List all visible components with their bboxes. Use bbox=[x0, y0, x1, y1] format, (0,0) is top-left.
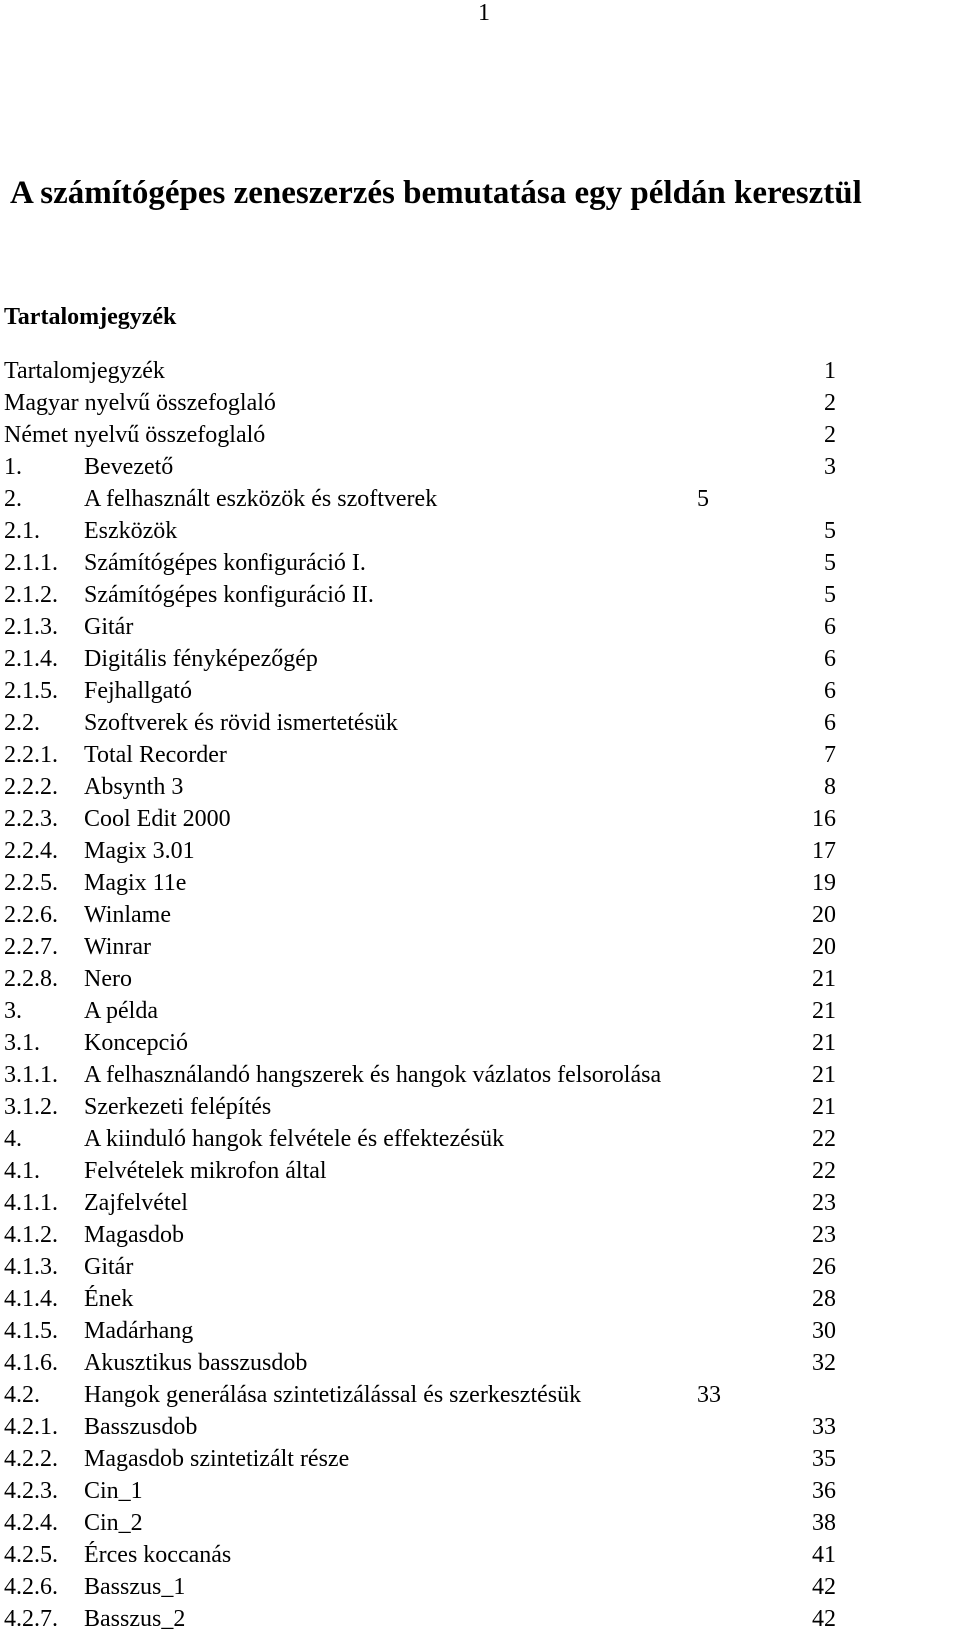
toc-entry[interactable] bbox=[0, 1059, 960, 1091]
toc-entry[interactable] bbox=[0, 739, 960, 771]
toc-entry[interactable] bbox=[0, 899, 960, 931]
toc-entry-title: Akusztikus basszusdob bbox=[84, 1350, 308, 1376]
toc-entry[interactable] bbox=[0, 1315, 960, 1347]
toc-entry-title: Fejhallgató bbox=[84, 678, 192, 704]
toc-entry-title: Magix 11e bbox=[84, 870, 187, 896]
toc-entry-page: 2 bbox=[824, 390, 836, 416]
toc-entry-title: A kiinduló hangok felvétele és effektezésük bbox=[84, 1126, 505, 1152]
toc-entry-title: Koncepció bbox=[84, 1030, 188, 1056]
toc-entry-number: 4.2.4. bbox=[4, 1510, 58, 1536]
toc-entry-number: 4.2.7. bbox=[4, 1606, 58, 1632]
toc-entry-number: 4.2.1. bbox=[4, 1414, 58, 1440]
toc-entry[interactable] bbox=[0, 771, 960, 803]
toc-entry[interactable] bbox=[0, 803, 960, 835]
toc-entry[interactable] bbox=[0, 451, 960, 483]
toc-entry-title: Madárhang bbox=[84, 1318, 194, 1344]
toc-entry-title: Digitális fényképezőgép bbox=[84, 646, 318, 672]
toc-entry-title: Total Recorder bbox=[84, 742, 227, 768]
toc-entry-page: 32 bbox=[812, 1350, 836, 1376]
toc-entry-title: A felhasználandó hangszerek és hangok vázlatos felsorolása bbox=[84, 1062, 662, 1088]
toc-entry-title: Számítógépes konfiguráció I. bbox=[84, 550, 366, 576]
toc-entry-number: 4.1.6. bbox=[4, 1350, 58, 1376]
toc-entry-page: 35 bbox=[812, 1446, 836, 1472]
table-of-contents bbox=[0, 355, 960, 1635]
toc-entry-title: Cin_2 bbox=[84, 1510, 143, 1536]
toc-entry-page: 6 bbox=[824, 710, 836, 736]
toc-entry-number: 4.2.3. bbox=[4, 1478, 58, 1504]
toc-entry-number: 4.1.2. bbox=[4, 1222, 58, 1248]
toc-entry-page: 16 bbox=[812, 806, 836, 832]
toc-entry[interactable] bbox=[0, 1603, 960, 1635]
toc-entry[interactable] bbox=[0, 483, 960, 515]
toc-entry-number: 2. bbox=[4, 486, 22, 512]
toc-entry-page: 21 bbox=[812, 1030, 836, 1056]
toc-entry-number: 2.2. bbox=[4, 710, 40, 736]
toc-entry-title: Cin_1 bbox=[84, 1478, 143, 1504]
toc-entry-number: 2.2.7. bbox=[4, 934, 58, 960]
toc-entry-number: 3.1.1. bbox=[4, 1062, 58, 1088]
toc-entry-number: 2.2.5. bbox=[4, 870, 58, 896]
toc-entry-number: 4.1.4. bbox=[4, 1286, 58, 1312]
toc-entry-number: 4.1.1. bbox=[4, 1190, 58, 1216]
toc-entry[interactable] bbox=[0, 1219, 960, 1251]
toc-entry-number: 4.2. bbox=[4, 1382, 40, 1408]
toc-entry-title: Szoftverek és rövid ismertetésük bbox=[84, 710, 398, 736]
toc-entry-title: Érces koccanás bbox=[84, 1542, 232, 1568]
toc-entry-number: 4.1.5. bbox=[4, 1318, 58, 1344]
toc-entry-number: 2.2.2. bbox=[4, 774, 58, 800]
toc-entry-title: Szerkezeti felépítés bbox=[84, 1094, 272, 1120]
toc-entry-page: 20 bbox=[812, 934, 836, 960]
toc-entry[interactable] bbox=[0, 611, 960, 643]
toc-entry[interactable] bbox=[0, 547, 960, 579]
toc-entry-page: 20 bbox=[812, 902, 836, 928]
toc-entry-page: 36 bbox=[812, 1478, 836, 1504]
toc-entry-title: Basszus_1 bbox=[84, 1574, 186, 1600]
toc-entry-page: 6 bbox=[824, 678, 836, 704]
toc-entry-number: 3.1. bbox=[4, 1030, 40, 1056]
toc-entry-page: 42 bbox=[812, 1606, 836, 1632]
toc-entry[interactable] bbox=[0, 707, 960, 739]
toc-entry[interactable] bbox=[0, 515, 960, 547]
toc-entry-number: Német nyelvű összefoglaló bbox=[4, 422, 266, 448]
toc-entry-page: 1 bbox=[824, 358, 836, 384]
toc-entry-number: 4.1.3. bbox=[4, 1254, 58, 1280]
toc-entry-page: 5 bbox=[824, 518, 836, 544]
toc-entry[interactable] bbox=[0, 1475, 960, 1507]
toc-entry[interactable] bbox=[0, 355, 960, 387]
toc-entry-page: 8 bbox=[824, 774, 836, 800]
toc-entry-number: 4.2.6. bbox=[4, 1574, 58, 1600]
toc-entry-page: 41 bbox=[812, 1542, 836, 1568]
toc-entry-number: 2.1.1. bbox=[4, 550, 58, 576]
toc-entry-page: 2 bbox=[824, 422, 836, 448]
toc-entry-number: 2.2.1. bbox=[4, 742, 58, 768]
toc-entry-title: Magix 3.01 bbox=[84, 838, 195, 864]
toc-entry-page: 19 bbox=[812, 870, 836, 896]
toc-entry-number: 3. bbox=[4, 998, 22, 1024]
toc-entry[interactable] bbox=[0, 1187, 960, 1219]
toc-entry-title: Basszus_2 bbox=[84, 1606, 186, 1632]
toc-entry-title: Nero bbox=[84, 966, 132, 992]
toc-entry-number: 2.2.8. bbox=[4, 966, 58, 992]
toc-entry-page: 23 bbox=[812, 1190, 836, 1216]
toc-entry-number: 4. bbox=[4, 1126, 22, 1152]
toc-entry-page: 7 bbox=[824, 742, 836, 768]
toc-entry-number: 3.1.2. bbox=[4, 1094, 58, 1120]
toc-entry-number: 2.1.4. bbox=[4, 646, 58, 672]
toc-entry-number: 4.1. bbox=[4, 1158, 40, 1184]
toc-entry[interactable] bbox=[0, 867, 960, 899]
toc-entry-number: 4.2.2. bbox=[4, 1446, 58, 1472]
toc-entry-title: Winrar bbox=[84, 934, 151, 960]
toc-entry-number: Tartalomjegyzék bbox=[4, 358, 165, 384]
toc-entry-title: Cool Edit 2000 bbox=[84, 806, 231, 832]
toc-entry[interactable] bbox=[0, 1539, 960, 1571]
toc-entry-title: Bevezető bbox=[84, 454, 174, 480]
toc-entry-page: 22 bbox=[812, 1158, 836, 1184]
toc-entry[interactable] bbox=[0, 1251, 960, 1283]
toc-entry[interactable] bbox=[0, 1507, 960, 1539]
toc-entry-title: Gitár bbox=[84, 1254, 134, 1280]
toc-entry[interactable] bbox=[0, 579, 960, 611]
toc-entry-title: Magasdob bbox=[84, 1222, 184, 1248]
toc-entry-title: Basszusdob bbox=[84, 1414, 198, 1440]
toc-entry-title: Felvételek mikrofon által bbox=[84, 1158, 327, 1184]
toc-entry-page: 33 bbox=[812, 1414, 836, 1440]
toc-entry-title: Ének bbox=[84, 1286, 134, 1312]
toc-entry-page: 6 bbox=[824, 646, 836, 672]
toc-entry[interactable] bbox=[0, 1155, 960, 1187]
toc-entry-number: 2.1.2. bbox=[4, 582, 58, 608]
toc-entry-number: 4.2.5. bbox=[4, 1542, 58, 1568]
toc-entry[interactable] bbox=[0, 1443, 960, 1475]
toc-entry-number: 2.1. bbox=[4, 518, 40, 544]
toc-entry[interactable] bbox=[0, 1379, 960, 1411]
page-number: 1 bbox=[478, 0, 490, 26]
toc-entry[interactable] bbox=[0, 1283, 960, 1315]
toc-entry-title: Zajfelvétel bbox=[84, 1190, 188, 1216]
toc-entry-page: 17 bbox=[812, 838, 836, 864]
toc-entry-page: 23 bbox=[812, 1222, 836, 1248]
toc-entry-page: 21 bbox=[812, 966, 836, 992]
toc-entry-page: 5 bbox=[824, 582, 836, 608]
toc-entry-number: 2.2.4. bbox=[4, 838, 58, 864]
toc-entry-page: 5 bbox=[824, 550, 836, 576]
toc-entry-page: 21 bbox=[812, 998, 836, 1024]
toc-entry-page: 21 bbox=[812, 1094, 836, 1120]
toc-entry-title: Számítógépes konfiguráció II. bbox=[84, 582, 374, 608]
toc-entry[interactable] bbox=[0, 419, 960, 451]
toc-entry-page: 26 bbox=[812, 1254, 836, 1280]
toc-entry-title: A felhasznált eszközök és szoftverek bbox=[84, 486, 438, 512]
toc-entry[interactable] bbox=[0, 963, 960, 995]
toc-entry-page: 42 bbox=[812, 1574, 836, 1600]
toc-entry-title: Gitár bbox=[84, 614, 134, 640]
toc-entry[interactable] bbox=[0, 835, 960, 867]
toc-entry-number: 2.1.5. bbox=[4, 678, 58, 704]
toc-entry[interactable] bbox=[0, 675, 960, 707]
document-title: A számítógépes zeneszerzés bemutatása egy példán keresztül bbox=[10, 175, 862, 211]
toc-entry-number: 2.2.3. bbox=[4, 806, 58, 832]
toc-entry-page: 33 bbox=[697, 1382, 721, 1408]
toc-entry-page: 38 bbox=[812, 1510, 836, 1536]
toc-entry-page: 30 bbox=[812, 1318, 836, 1344]
toc-entry[interactable] bbox=[0, 1091, 960, 1123]
toc-entry-title: Winlame bbox=[84, 902, 171, 928]
toc-entry-page: 3 bbox=[824, 454, 836, 480]
toc-entry-title: A példa bbox=[84, 998, 158, 1024]
toc-entry[interactable] bbox=[0, 1347, 960, 1379]
toc-entry-page: 28 bbox=[812, 1286, 836, 1312]
toc-heading: Tartalomjegyzék bbox=[4, 304, 177, 330]
toc-entry-page: 21 bbox=[812, 1062, 836, 1088]
toc-entry-number: 1. bbox=[4, 454, 22, 480]
toc-entry-title: Hangok generálása szintetizálással és szerkesztésük bbox=[84, 1382, 582, 1408]
toc-entry-page: 5 bbox=[697, 486, 709, 512]
toc-entry-title: Absynth 3 bbox=[84, 774, 184, 800]
toc-entry-number: 2.2.6. bbox=[4, 902, 58, 928]
toc-entry-title: Eszközök bbox=[84, 518, 178, 544]
toc-entry-page: 6 bbox=[824, 614, 836, 640]
toc-entry-number: Magyar nyelvű összefoglaló bbox=[4, 390, 276, 416]
toc-entry[interactable] bbox=[0, 1411, 960, 1443]
toc-entry[interactable] bbox=[0, 931, 960, 963]
toc-entry-number: 2.1.3. bbox=[4, 614, 58, 640]
toc-entry[interactable] bbox=[0, 643, 960, 675]
toc-entry-page: 22 bbox=[812, 1126, 836, 1152]
toc-entry[interactable] bbox=[0, 387, 960, 419]
toc-entry[interactable] bbox=[0, 995, 960, 1027]
toc-entry[interactable] bbox=[0, 1027, 960, 1059]
toc-entry-title: Magasdob szintetizált része bbox=[84, 1446, 350, 1472]
toc-entry[interactable] bbox=[0, 1123, 960, 1155]
toc-entry[interactable] bbox=[0, 1571, 960, 1603]
